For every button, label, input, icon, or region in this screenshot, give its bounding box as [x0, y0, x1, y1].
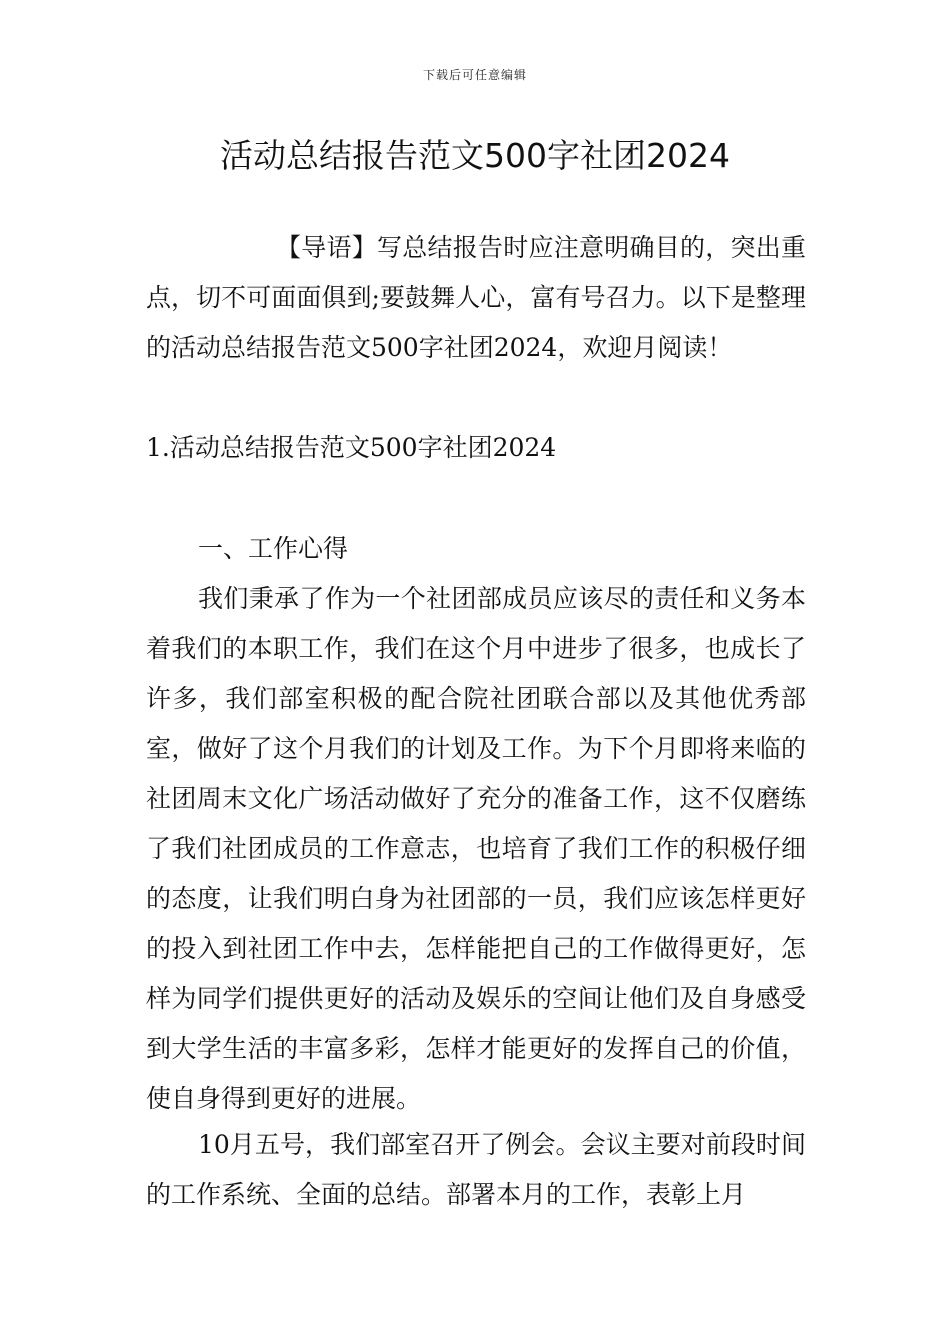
body-paragraph: 我们秉承了作为一个社团部成员应该尽的责任和义务本着我们的本职工作，我们在这个月中进步了很多，也成长了许多，我们部室积极的配合院社团联合部以及其他优秀部室，做好了这个月我们的计划及工作。为下个月即将来临的社团周末文化广场活动做好了充分的准备工作，这不仅磨练了我们社团成员的工作意志，也培育了我们工作的积极仔细的态度，让我们明白身为社团部的一员，我们应该怎样更好的投入到社团工作中去，怎样能把自己的工作做得更好，怎样为同学们提供更好的活动及娱乐的空间让他们及自身感受到大学生活的丰富多彩，怎样才能更好的发挥自己的价值，使自身得到更好的进展。	[146, 584, 806, 1113]
body-paragraph: 10月五号，我们部室召开了例会。会议主要对前段时间的工作系统、全面的总结。部署本月的工作，表彰上月	[146, 1130, 806, 1209]
section-heading: 1.活动总结报告范文500字社团2024	[146, 433, 557, 462]
sub-heading: 一、工作心得	[198, 534, 349, 563]
intro-paragraph: 【导语】写总结报告时应注意明确目的，突出重点，切不可面面俱到;要鼓舞人心，富有号召力。以下是整理的活动总结报告范文500字社团2024，欢迎月阅读！	[146, 233, 806, 362]
header-note: 下载后可任意编辑	[422, 68, 527, 82]
document-title: 活动总结报告范文500字社团2024	[220, 136, 730, 175]
